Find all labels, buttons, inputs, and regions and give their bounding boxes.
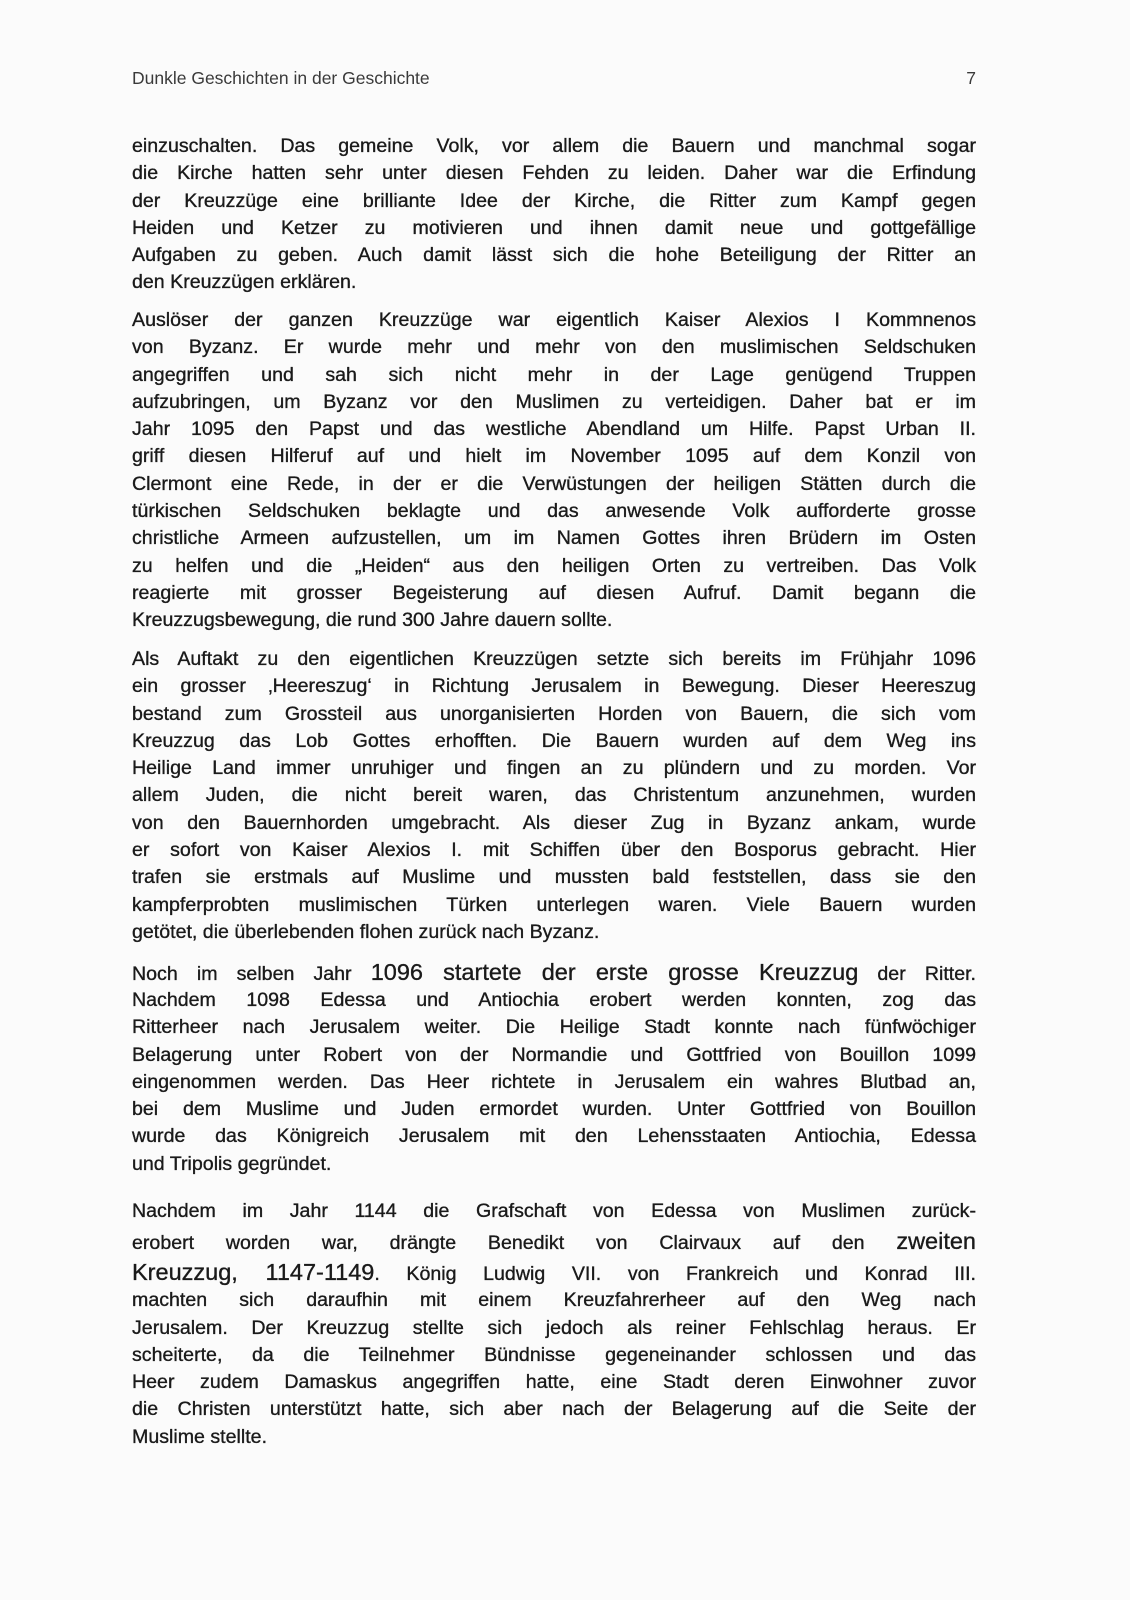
line-text: eingenommen werden. Das Heer richtete in Jerusalem ein wahres Blutbad an, <box>132 1070 976 1093</box>
line-text: allem Juden, die nicht bereit waren, das Christentum anzunehmen, wurden <box>132 784 976 807</box>
text-line <box>132 443 976 470</box>
text-line <box>132 307 976 334</box>
line-text: Als Auftakt zu den eigentlichen Kreuzzügen setzte sich bereits im Frühjahr 1096 <box>132 648 976 670</box>
line-text: der Kreuzzüge eine brilliante Idee der Kirche, die Ritter zum Kampf gegen <box>132 189 976 212</box>
text-line <box>132 1287 976 1314</box>
line-text: Nachdem 1098 Edessa und Antiochia erobert werden konnten, zog das <box>132 989 976 1011</box>
text-line <box>132 919 976 946</box>
text-line <box>132 701 976 728</box>
text-line <box>132 1369 976 1396</box>
text-line <box>132 956 976 987</box>
line-text: Kreuzzugsbewegung, die rund 300 Jahre dauern sollte. <box>132 609 613 632</box>
text-line <box>132 864 976 891</box>
line-text: Jerusalem. Der Kreuzzug stellte sich jedoch als reiner Fehlschlag heraus. Er <box>132 1316 976 1339</box>
text-line <box>132 215 976 242</box>
line-text: zu helfen und die „Heiden“ aus den heiligen Orten zu vertreiben. Das Volk <box>132 554 976 577</box>
text-line <box>132 1014 976 1041</box>
line-text: von Byzanz. Er wurde mehr und mehr von den muslimischen Seldschuken <box>132 336 976 359</box>
text-line <box>132 188 976 215</box>
text-line <box>132 728 976 755</box>
line-text: türkischen Seldschuken beklagte und das anwesende Volk aufforderte grosse <box>132 500 976 523</box>
text-line <box>132 553 976 580</box>
line-text: angegriffen und sah sich nicht mehr in der Lage genügend Truppen <box>132 363 976 386</box>
line-text: Clermont eine Rede, in der er die Verwüstungen der heiligen Stätten durch die <box>132 472 976 495</box>
emphasized-text: 1096 startete der erste grosse Kreuzzug <box>370 959 859 985</box>
text-line <box>132 1315 976 1342</box>
line-text: Belagerung unter Robert von der Normandie und Gottfried von Bouillon 1099 <box>132 1043 976 1066</box>
emphasized-text: zweiten <box>896 1228 976 1255</box>
running-title: Dunkle Geschichten in der Geschichte <box>132 68 430 88</box>
page-number: 7 <box>966 68 976 88</box>
text-line <box>132 1396 976 1423</box>
line-text: und Tripolis gegründet. <box>132 1152 332 1175</box>
text-line <box>132 673 976 700</box>
paragraph-1 <box>132 133 976 297</box>
text-line <box>132 755 976 782</box>
line-text: Heer zudem Damaskus angegriffen hatte, eine Stadt deren Einwohner zuvor <box>132 1371 976 1394</box>
paragraph-5 <box>132 1198 976 1451</box>
line-text: bei dem Muslime und Juden ermordet wurden. Unter Gottfried von Bouillon <box>132 1098 976 1121</box>
line-text: wurde das Königreich Jerusalem mit den Lehensstaaten Antiochia, Edessa <box>132 1125 976 1148</box>
text-line <box>132 1256 976 1287</box>
line-text: Noch im selben Jahr <box>132 963 371 985</box>
emphasized-text: Kreuzzug, 1147-1149 <box>132 1259 375 1286</box>
line-text: . König Ludwig VII. von Frankreich und Konrad III. <box>374 1263 976 1286</box>
line-text: Nachdem im Jahr 1144 die Grafschaft von Edessa von Muslimen zurück- <box>132 1200 976 1222</box>
text-line <box>132 607 976 634</box>
line-text: Jahr 1095 den Papst und das westliche Abendland um Hilfe. Papst Urban II. <box>132 418 976 441</box>
line-text: Ritterheer nach Jerusalem weiter. Die Heilige Stadt konnte nach fünfwöchiger <box>132 1016 976 1039</box>
text-line <box>132 646 976 673</box>
text-line <box>132 580 976 607</box>
line-text: Kreuzzug das Lob Gottes erhofften. Die Bauern wurden auf dem Weg ins <box>132 729 976 752</box>
text-line <box>132 133 976 160</box>
page-header <box>132 68 976 89</box>
line-text: Auslöser der ganzen Kreuzzüge war eigentlich Kaiser Alexios I Kommnenos <box>132 309 976 331</box>
paragraph-2 <box>132 307 976 635</box>
text-line <box>132 1096 976 1123</box>
paragraph-3 <box>132 646 976 946</box>
text-line <box>132 471 976 498</box>
text-line <box>132 416 976 443</box>
text-line <box>132 987 976 1014</box>
line-text: bestand zum Grossteil aus unorganisierten Horden von Bauern, die sich vom <box>132 702 976 725</box>
line-text: einzuschalten. Das gemeine Volk, vor allem die Bauern und manchmal sogar <box>132 135 976 157</box>
text-line <box>132 1042 976 1069</box>
line-text: griff diesen Hilferuf auf und hielt im November 1095 auf dem Konzil von <box>132 445 976 468</box>
text-line <box>132 837 976 864</box>
text-line <box>132 242 976 269</box>
line-text: kampferprobten muslimischen Türken unterlegen waren. Viele Bauern wurden <box>132 893 976 916</box>
text-line <box>132 334 976 361</box>
text-line <box>132 498 976 525</box>
text-line <box>132 362 976 389</box>
line-text: christliche Armeen aufzustellen, um im Namen Gottes ihren Brüdern im Osten <box>132 527 976 550</box>
text-line <box>132 810 976 837</box>
line-text: ein grosser ‚Heereszug‘ in Richtung Jerusalem in Bewegung. Dieser Heereszug <box>132 675 976 698</box>
line-text: reagierte mit grosser Begeisterung auf diesen Aufruf. Damit begann die <box>132 581 976 604</box>
line-text: von den Bauernhorden umgebracht. Als dieser Zug in Byzanz ankam, wurde <box>132 811 976 834</box>
line-text: aufzubringen, um Byzanz vor den Muslimen zu verteidigen. Daher bat er im <box>132 390 976 413</box>
paragraph-4 <box>132 956 976 1178</box>
line-text: die Kirche hatten sehr unter diesen Fehden zu leiden. Daher war die Erfindung <box>132 162 976 185</box>
text-line <box>132 1342 976 1369</box>
text-line <box>132 160 976 187</box>
text-line <box>132 1198 976 1225</box>
line-text: getötet, die überlebenden flohen zurück nach Byzanz. <box>132 920 600 943</box>
line-text: Muslime stellte. <box>132 1425 268 1448</box>
text-line <box>132 1069 976 1096</box>
text-line <box>132 525 976 552</box>
line-text: machten sich daraufhin mit einem Kreuzfahrerheer auf den Weg nach <box>132 1289 976 1312</box>
line-text: die Christen unterstützt hatte, sich aber nach der Belagerung auf die Seite der <box>132 1398 976 1421</box>
line-text: erobert worden war, drängte Benedikt von Clairvaux auf den <box>132 1232 897 1255</box>
text-line <box>132 1151 976 1178</box>
line-text: scheiterte, da die Teilnehmer Bündnisse gegeneinander schlossen und das <box>132 1343 976 1366</box>
text-line <box>132 1225 976 1256</box>
line-text: er sofort von Kaiser Alexios I. mit Schiffen über den Bosporus gebracht. Hier <box>132 839 976 862</box>
line-text: den Kreuzzügen erklären. <box>132 271 357 294</box>
line-text: der Ritter. <box>858 963 976 985</box>
text-line <box>132 389 976 416</box>
text-line <box>132 1123 976 1150</box>
text-line <box>132 1424 976 1451</box>
line-text: Heiden und Ketzer zu motivieren und ihnen damit neue und gottgefällige <box>132 216 976 239</box>
text-line <box>132 892 976 919</box>
line-text: trafen sie erstmals auf Muslime und mussten bald feststellen, dass sie den <box>132 866 976 889</box>
text-line <box>132 269 976 296</box>
line-text: Heilige Land immer unruhiger und fingen an zu plündern und zu morden. Vor <box>132 757 976 780</box>
text-line <box>132 782 976 809</box>
line-text: Aufgaben zu geben. Auch damit lässt sich die hohe Beteiligung der Ritter an <box>132 244 976 267</box>
